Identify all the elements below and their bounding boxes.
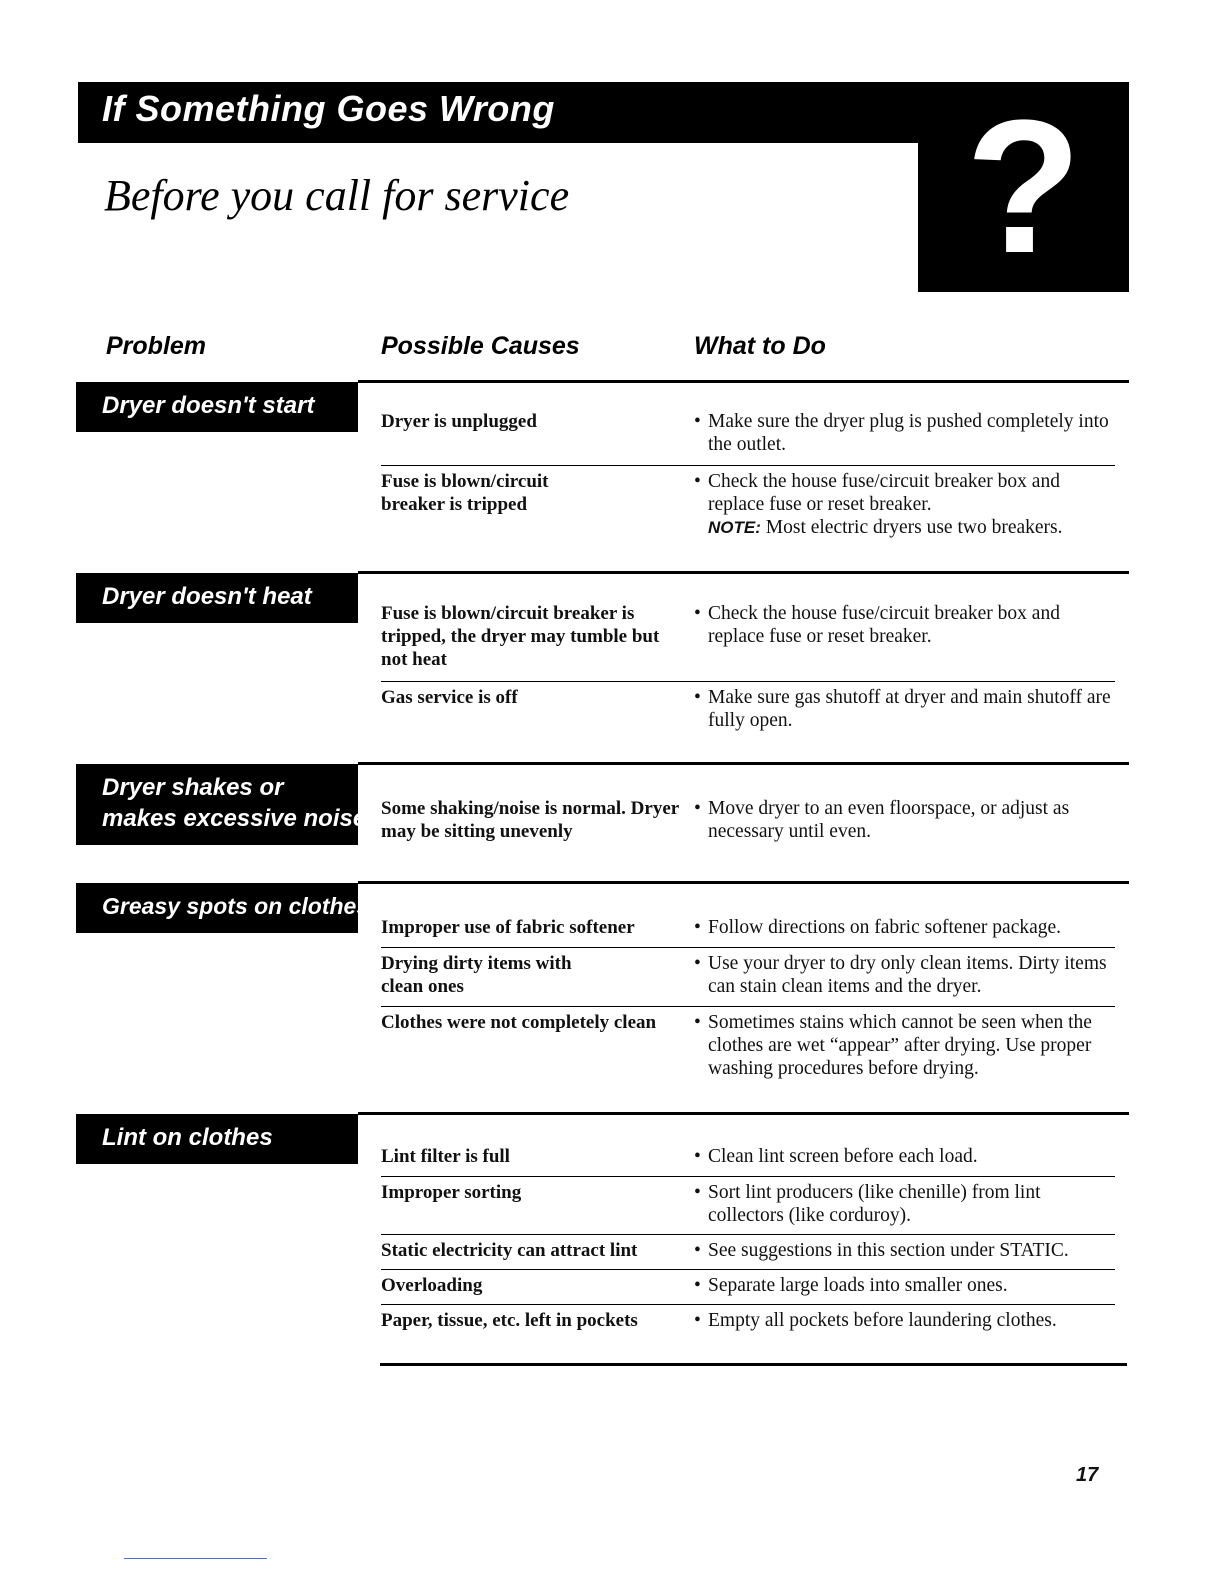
todo-text: • Check the house fuse/circuit breaker box and replace fuse or reset breaker. (694, 603, 1060, 647)
problem-label-line: Dryer doesn't start (102, 392, 315, 419)
cause-text: Gas service is off (381, 687, 518, 708)
help-box (918, 82, 1129, 292)
todo-text: • Make sure the dryer plug is pushed completely into the outlet. (694, 411, 1109, 455)
cause-row (381, 1304, 1115, 1331)
cause-text: Static electricity can attract lint (381, 1240, 638, 1261)
cause-row (381, 1176, 1115, 1226)
page-subtitle: Before you call for service (104, 171, 570, 220)
todo-text: • Follow directions on fabric softener package. (694, 917, 1062, 938)
cause-text: Overloading (381, 1275, 483, 1296)
section-rule (358, 881, 1129, 884)
todo-item: Empty all pockets before laundering clothes. (708, 1310, 1057, 1331)
todo-text: • Separate large loads into smaller ones. (694, 1275, 1008, 1296)
todo-item: Follow directions on fabric softener package. (708, 917, 1062, 938)
cause-text: Paper, tissue, etc. left in pockets (381, 1310, 638, 1331)
todo-text: • Clean lint screen before each load. (694, 1146, 978, 1167)
todo-item: Use your dryer to dry only clean items. Dirty items can stain clean items and the dryer. (708, 953, 1107, 997)
page-title: If Something Goes Wrong (102, 88, 555, 129)
question-mark-icon: ? (965, 81, 1082, 293)
section-rule (358, 380, 1129, 383)
column-header-causes: Possible Causes (381, 332, 580, 360)
todo-item: Make sure the dryer plug is pushed completely into the outlet. (708, 411, 1109, 455)
cause-text: Drying dirty items with clean ones (381, 953, 572, 997)
cause-text: Lint filter is full (381, 1146, 510, 1167)
todo-item: Check the house fuse/circuit breaker box and replace fuse or reset breaker. (708, 471, 1060, 515)
problem-label-line: Lint on clothes (102, 1124, 273, 1151)
todo-item: See suggestions in this section under STATIC. (708, 1240, 1069, 1261)
section-rule (358, 1112, 1129, 1115)
todo-item: Check the house fuse/circuit breaker box and replace fuse or reset breaker. (708, 603, 1060, 647)
todo-item: Sometimes stains which cannot be seen when the clothes are wet “appear” after drying. Use proper washing procedures before drying. (708, 1012, 1092, 1079)
todo-text: • Use your dryer to dry only clean items. Dirty items can stain clean items and the dryer. (694, 953, 1107, 997)
todo-text: • Check the house fuse/circuit breaker box and replace fuse or reset breaker. NOTE: Most electric dryers use two breakers. (694, 471, 1063, 538)
cause-text: Improper sorting (381, 1182, 522, 1203)
problem-label (76, 1114, 358, 1164)
todo-text: • Move dryer to an even floorspace, or adjust as necessary until even. (694, 798, 1070, 842)
footer-link-underline (124, 1558, 267, 1559)
note-text: Most electric dryers use two breakers. (765, 517, 1063, 538)
todo-text: • Sort lint producers (like chenille) from lint collectors (like corduroy). (694, 1182, 1041, 1226)
todo-text: • Make sure gas shutoff at dryer and main shutoff are fully open. (694, 687, 1111, 731)
problem-label (76, 382, 358, 432)
cause-text: Fuse is blown/circuit breaker is tripped (381, 471, 549, 515)
note-label: NOTE: (708, 518, 761, 537)
section-rule (358, 571, 1129, 574)
problem-label (76, 764, 367, 845)
cause-text: Improper use of fabric softener (381, 917, 635, 938)
todo-item: Make sure gas shutoff at dryer and main shutoff are fully open. (708, 687, 1111, 731)
todo-item: Clean lint screen before each load. (708, 1146, 978, 1167)
problem-label (76, 883, 370, 933)
todo-item: Sort lint producers (like chenille) from lint collectors (like corduroy). (708, 1182, 1041, 1226)
column-header-todo: What to Do (694, 332, 826, 360)
todo-text: • See suggestions in this section under STATIC. (694, 1240, 1069, 1261)
cause-row (381, 681, 1115, 731)
cause-row (381, 1006, 1115, 1079)
problem-label-line: Greasy spots on clothes (102, 893, 370, 919)
todo-item: Move dryer to an even floorspace, or adjust as necessary until even. (708, 798, 1070, 842)
cause-row (381, 1234, 1115, 1261)
problem-label-line: makes excessive noise (102, 805, 367, 832)
problem-label-line: Dryer shakes or (102, 774, 284, 801)
cause-row (381, 1269, 1115, 1296)
section-rule (358, 762, 1129, 765)
cause-text: Some shaking/noise is normal. Dryer may be sitting unevenly (381, 798, 679, 842)
cause-text: Dryer is unplugged (381, 411, 537, 432)
problem-label-line: Dryer doesn't heat (102, 583, 312, 610)
todo-text: • Sometimes stains which cannot be seen when the clothes are wet “appear” after drying. Use proper washing procedures before drying. (694, 1012, 1092, 1079)
todo-item: Separate large loads into smaller ones. (708, 1275, 1008, 1296)
bottom-rule (380, 1363, 1127, 1366)
cause-row (381, 947, 1115, 997)
cause-row (381, 465, 1115, 538)
cause-text: Clothes were not completely clean (381, 1012, 657, 1033)
column-header-problem: Problem (106, 332, 207, 360)
page-number: 17 (1076, 1464, 1099, 1486)
cause-text: Fuse is blown/circuit breaker is tripped, the dryer may tumble but not heat (381, 603, 660, 670)
problem-label (76, 573, 358, 623)
todo-text: • Empty all pockets before laundering clothes. (694, 1310, 1057, 1331)
